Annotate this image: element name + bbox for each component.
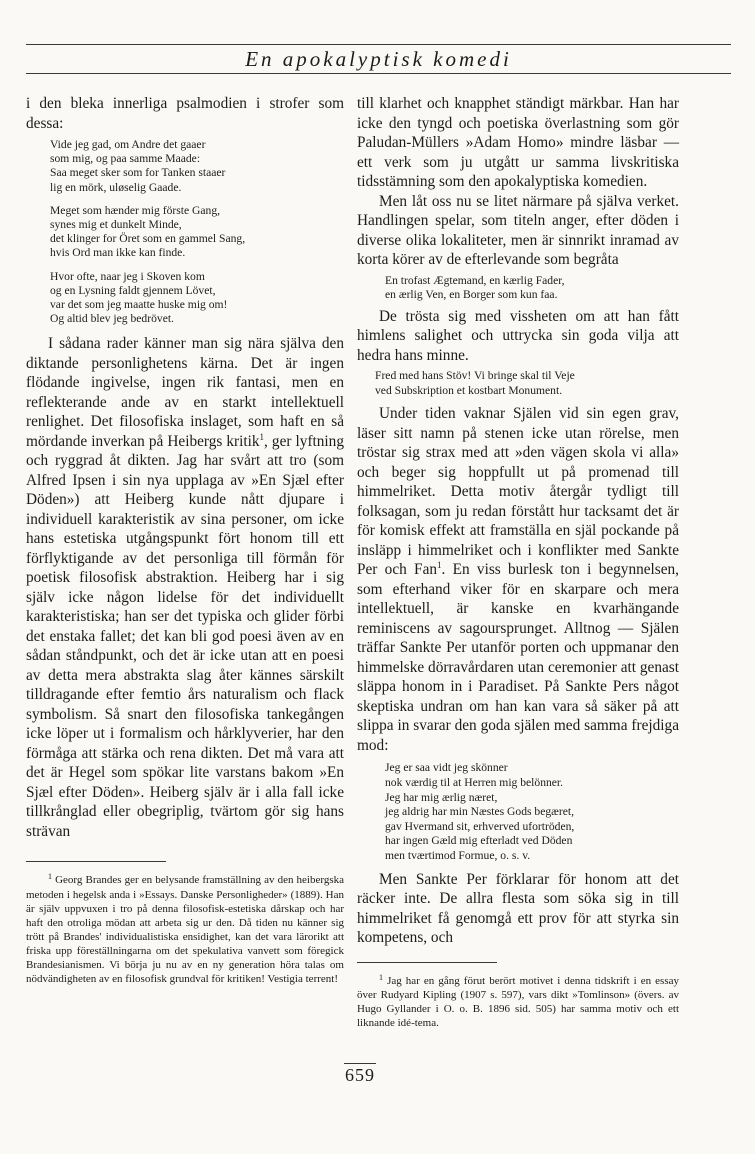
paragraph-text: I sådana rader känner man sig nära själva den diktande personlighetens kärna. Det är ingen flödande ingivelse, ingen rik fantasi, men en reflekterande ande av en starkt intellektuell renlighet. Det filosofiska inslaget, som haft en så mördande inverkan på Heibergs kritik	[26, 335, 344, 450]
footnote-mark: 1	[379, 972, 383, 982]
paragraph-text: Under tiden vaknar Själen vid sin egen grav, läser sitt namn på stenen icke utan rörelse, men tröstar sig strax med att »den vägen skola vi alla» och beger sig hoppfullt ut på promenad till himmelriket. Detta motiv återgår tydligt till folksagan, som ju redan förstått hur tacksamt det är för komisk effekt att framställa en själ pockande på insläpp i himmelriket och i konflikter med Sankte Per och Fan	[357, 405, 679, 579]
footnote-rule	[26, 861, 166, 862]
verse-line: var det som jeg maatte huske mig om!	[50, 298, 228, 312]
verse-line: Vide jeg gad, om Andre det gaaer	[50, 138, 206, 151]
right-column	[357, 94, 679, 1030]
footnote-ref: 1	[437, 560, 442, 571]
verse-block	[26, 138, 344, 326]
footnote-rule	[357, 962, 497, 963]
paragraph	[357, 404, 679, 755]
paragraph: till klarhet och knapphet ständigt märkbar. Han har icke den tyngd och poetiska överlastning som gör Paludan-Müllers »Adam Homo» mindre läsbar — ett verk som ju utgått ur samma livskritiska tidsstämning som den apokalyptiska komedien.	[357, 95, 679, 190]
running-title: En apokalyptisk komedi	[245, 47, 512, 71]
footnote	[26, 870, 344, 986]
header-rule-bottom	[26, 73, 731, 74]
paragraph: Men Sankte Per förklarar för honom att det räcker inte. De allra flesta som söka sig in till himmelriket få genomgå ett prov för att styrka sin kompetens, och	[357, 870, 679, 947]
quote-line: gav Hvermand sit, erhverved ufortröden,	[385, 819, 575, 833]
footnote-text: Jag har en gång förut berört motivet i denna tidskrift i en essay över Rudyard Kipling (1907 s. 597), vars dikt »Tomlinson» (övers. av Hugo Gyllander i O. o. B. 1896 sid. 505) har samma motiv och ett liknande idé-tema.	[357, 974, 680, 1029]
verse-stanza	[50, 270, 344, 327]
header-rule-top	[26, 44, 731, 45]
intro-text: i den bleka innerliga psalmodien i strofer som dessa:	[26, 95, 344, 132]
quote-line: en ærlig Ven, en Borger som kun faa.	[385, 288, 558, 302]
quote-line: Jeg har mig ærlig næret,	[385, 790, 498, 804]
verse-line: det klinger for Öret som en gammel Sang,	[50, 232, 246, 246]
verse-stanza	[50, 138, 344, 195]
quote-line: Jeg er saa vidt jeg skönner	[385, 761, 508, 775]
paragraph-text: . En viss burlesk ton i begynnelsen, som efterhand viker för en skarpare och mera intellektuell, är kanske en kvarhängande reminiscens av sagoursprunget. Alltnog — Själen träffar Sankte Per utanför porten och uppmanar den himmelske dörravårdaren utan ceremonier att genast släppa honom in i Paradiset. På Sankte Pers något skeptiska undran om han kan vara så säker på att slippa in svarar den goda själen med samma frejdiga mod:	[357, 561, 679, 754]
quote-line: men tværtimod Formue, o. s. v.	[385, 848, 531, 862]
verse-line: Meget som hænder mig förste Gang,	[50, 203, 221, 217]
verse-line: Og altid blev jeg bedrövet.	[50, 312, 174, 326]
block-quote	[375, 369, 679, 398]
verse-line: Saa meget sker som for Tanken staaer	[50, 166, 226, 180]
verse-line: synes mig et dunkelt Minde,	[50, 218, 182, 232]
verse-line: som mig, og paa samme Maade:	[50, 152, 201, 166]
footnote-mark: 1	[48, 872, 52, 882]
footnote	[357, 971, 679, 1030]
verse-line: hvis Ord man ikke kan finde.	[50, 246, 186, 260]
verse-line: lig en mörk, uløselig Gaade.	[50, 180, 182, 194]
block-quote	[385, 761, 679, 863]
left-column	[26, 94, 344, 986]
footnote-ref: 1	[259, 431, 265, 442]
main-paragraph	[26, 334, 344, 841]
verse-line: Hvor ofte, naar jeg i Skoven kom	[50, 269, 205, 283]
quote-line: Fred med hans Stöv! Vi bringe skal til Veje	[375, 369, 575, 383]
quote-line: har ingen Gæld mig efterladt ved Döden	[385, 834, 573, 848]
verse-line: og en Lysning faldt gjennem Lövet,	[50, 283, 216, 297]
paragraph: Men låt oss nu se litet närmare på själva verket. Handlingen spelar, som titeln anger, efter döden i diverse olika lokaliteter, men är sinnrikt inramad av korta körer av de efterlevande som begråta	[357, 192, 679, 268]
paragraph-text: , ger lyftning och ryggrad åt dikten. Jag har svårt att tro (som Alfred Ipsen i sin nya upplaga av »En Sjæl efter Döden») att Heiberg kunde nått djupare i individuell karakteristik av sina personer, om icke hans estetiska utgångspunkt fört honom till ett förflyktigande av det personliga till förmån för poetisk filosofisk abstraktion. Heiberg har i sig själv icke någon lidelse för det individuellt karakteristiska; han ser det typiska och glider förbi det enstaka fallet; det kan bli god poesi även av en sådan ståndpunkt, och det är icke utan att en poesi av detta mera abstrakta slag åter kännes särskilt tilldragande efter femtio års naturalism och flack symbolism. Så snart den filosofiska tankegången icke löper ut i formalism och hårklyverier, har den förmåga att stärka och rena dikten. Det må vara att det är Hegel som spökar lite varstans bakom »En Sjæl efter Döden». Heiberg själv är i alla fall icke tillkrånglad eller obegriplig, tvärtom gör sig hans strävan	[26, 432, 344, 840]
page-number: 659	[345, 1065, 375, 1085]
quote-line: En trofast Ægtemand, en kærlig Fader,	[385, 273, 565, 287]
quote-line: nok værdig til at Herren mig belönner.	[385, 775, 564, 789]
quote-line: jeg aldrig har min Næstes Gods begæret,	[385, 805, 575, 819]
quote-line: ved Subskription et kostbart Monument.	[375, 383, 563, 397]
paragraph: De trösta sig med vissheten om att han fått himlens salighet och uttrycka sin goda vilja att hedra hans minne.	[357, 307, 679, 364]
footnote-text: Georg Brandes ger en belysande framställning av den heibergska metoden i hegelsk anda i »Essays. Danske Personligheder» (1889). Han är själv uppvuxen i tro på denna filosofisk-estetiska dårskap och har haft den otroliga mödan att arbeta sig ur den. Då tiden nu känner sig trött på Brandes' individualistiska ensidighet, kan det vara lärorikt att friska upp föreställningarna om det spekulativa vanvett som föregick Brandesianismen. Vi börja ju nu av en ny generation höra talas om nödvändigheten av en filosofisk grundval för kritiken! Vestigia terrent!	[26, 874, 344, 986]
verse-stanza	[50, 204, 344, 261]
block-quote	[385, 274, 679, 303]
